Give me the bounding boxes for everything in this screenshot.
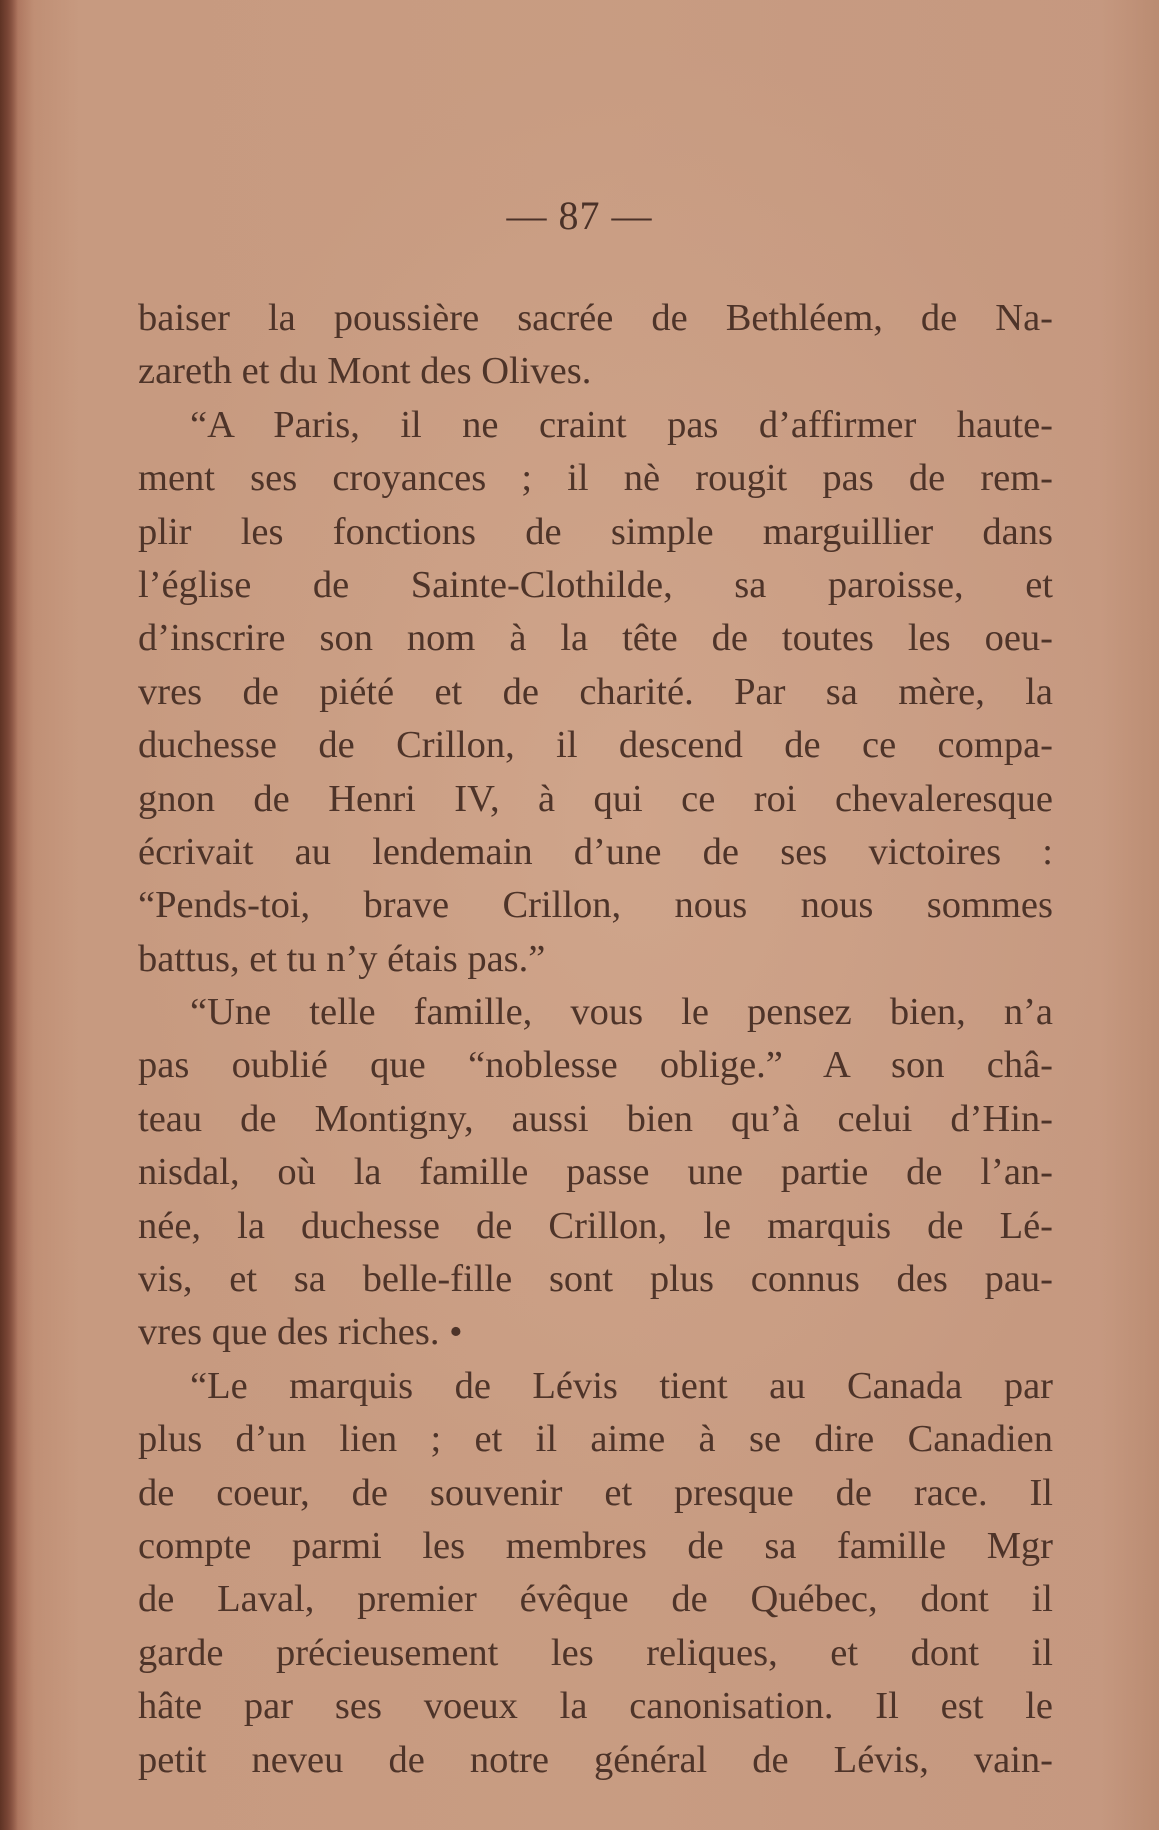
text-line: écrivait au lendemain d’une de ses victoires : bbox=[138, 830, 1053, 873]
text-line: vres que des riches. • bbox=[138, 1311, 463, 1354]
text-line: petit neveu de notre général de Lévis, vain- bbox=[138, 1738, 1053, 1781]
text-line: “A Paris, il ne craint pas d’affirmer haute- bbox=[190, 403, 1053, 446]
text-line: de coeur, de souvenir et presque de race. Il bbox=[138, 1471, 1053, 1514]
page-number: — 87 — bbox=[506, 193, 653, 238]
text-line: gnon de Henri IV, à qui ce roi chevaleresque bbox=[138, 777, 1053, 820]
text-line: vres de piété et de charité. Par sa mère, la bbox=[138, 670, 1053, 713]
text-line: d’inscrire son nom à la tête de toutes les oeu- bbox=[138, 617, 1053, 660]
text-line: battus, et tu n’y étais pas.” bbox=[138, 937, 546, 980]
text-line: duchesse de Crillon, il descend de ce compa- bbox=[138, 724, 1053, 767]
text-line: garde précieusement les reliques, et dont il bbox=[138, 1631, 1053, 1674]
text-line: de Laval, premier évêque de Québec, dont il bbox=[138, 1578, 1053, 1621]
text-line: baiser la poussière sacrée de Bethléem, de Na- bbox=[138, 297, 1053, 339]
text-line: vis, et sa belle-fille sont plus connus des pau- bbox=[138, 1258, 1053, 1301]
text-line: née, la duchesse de Crillon, le marquis de Lé- bbox=[138, 1204, 1053, 1247]
text-line: pas oublié que “noblesse oblige.” A son châ- bbox=[138, 1044, 1053, 1087]
body-text bbox=[138, 292, 1053, 1787]
text-line: compte parmi les membres de sa famille Mgr bbox=[138, 1524, 1053, 1567]
text-line: zareth et du Mont des Olives. bbox=[138, 350, 592, 393]
text-line: plir les fonctions de simple marguillier dans bbox=[138, 510, 1053, 553]
text-line: teau de Montigny, aussi bien qu’à celui d’Hin- bbox=[138, 1097, 1053, 1140]
page-binding-edge bbox=[0, 0, 18, 1830]
text-line: plus d’un lien ; et il aime à se dire Canadien bbox=[138, 1418, 1053, 1461]
text-line: “Une telle famille, vous le pensez bien, n’a bbox=[190, 991, 1053, 1034]
text-line: “Pends-toi, brave Crillon, nous nous sommes bbox=[138, 884, 1053, 927]
text-line: ment ses croyances ; il nè rougit pas de rem- bbox=[138, 457, 1053, 500]
text-line: l’église de Sainte-Clothilde, sa paroisse, et bbox=[138, 563, 1053, 606]
text-line: “Le marquis de Lévis tient au Canada par bbox=[190, 1364, 1053, 1407]
text-line: hâte par ses voeux la canonisation. Il est le bbox=[138, 1685, 1053, 1728]
text-line: nisdal, où la famille passe une partie de l’an- bbox=[138, 1151, 1053, 1194]
